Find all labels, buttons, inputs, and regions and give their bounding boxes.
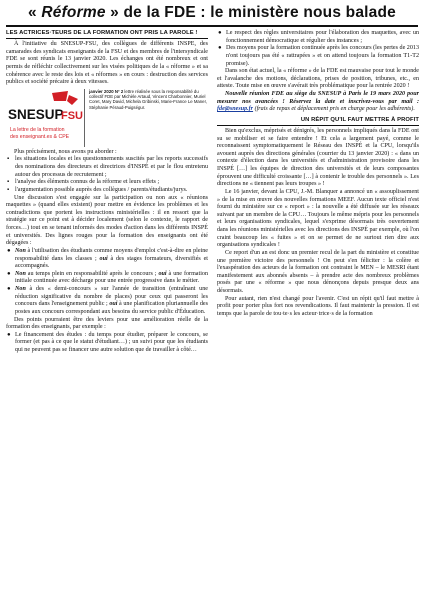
right-paragraph-3: Bien qu'exclus, méprisés et dénigrés, les personnels impliqués dans la FDE ont su se mobiliser et se faire entendre ! Et cela a largement payé, comme le reconnaissent symptomatiquement le Réseau des INSPÉ et la CPU, lorsqu'ils avouent auprès des directions générales (courrier du 13 janvier 2020) : « dans un contexte d'élection dans les universités et d'administration provisoire dans les INSPÉ […] les équipes de direction des universités et de leurs composantes éprouvent une difficulté croissante […] à contenir le trouble des personnels ». Les directions ne « tiennent pas leurs troupes » ! bbox=[217, 127, 419, 188]
list-item: ● Le financement des études : du temps pour étudier, préparer le concours, se former (et pas à ce que le statut d'étudiant…) ; un suivi pour que les étudiants qui ne peuvent pas se financer une autre solution que de travailler à côté… bbox=[7, 331, 208, 353]
list-leviers-cont bbox=[217, 30, 419, 68]
email-link[interactable]: fde@snesup.fr bbox=[217, 106, 254, 113]
caption-text: lettre réalisée sous la responsabilité du collectif FDE par Michèle Artaud, Vincent Charbonnier, Muriel Coret, Mary David, Michela Gribinski, Marie-France Le Maner, Stéphanie Péraud-Puigségur. bbox=[89, 88, 207, 110]
logo-caption bbox=[84, 89, 208, 147]
list-lignes-rouges bbox=[6, 248, 208, 317]
bullet-icon: ▪ bbox=[7, 156, 10, 163]
bullet-icon: ▪ bbox=[7, 186, 10, 193]
logo-subtitle-1: La lettre de la formation bbox=[10, 126, 65, 133]
bullet-icon: ● bbox=[218, 45, 222, 52]
section-heading-right: UN RÉPIT QU'IL FAUT METTRE À PROFIT bbox=[217, 117, 419, 126]
title-rule bbox=[6, 25, 418, 27]
caption-date: janvier 2020 bbox=[89, 88, 114, 94]
list-aborder bbox=[6, 156, 208, 194]
page-title bbox=[0, 4, 424, 22]
list-item: ● Non au temps plein en responsabilité après le concours ; oui à une formation initiale continuée avec décharge pour une entrée progressive dans le métier. bbox=[7, 270, 208, 285]
logo-brand: SNESUP bbox=[8, 106, 64, 122]
title-word-reforme: Réforme bbox=[41, 4, 106, 21]
right-paragraph-6: Pour autant, rien n'est changé pour l'avenir. C'est un répit qu'il faut mettre à profit pour porter plus fort nos revendications. Il faut maintenir la pression. Il est temps que la parole de tou·te·s les acteur·trice·s de la formation bbox=[217, 295, 419, 317]
list-item: ▪ l'analyse des éléments connus de la réforme et leurs effets ; bbox=[7, 179, 160, 186]
right-paragraph-5: Ce report d'un an est donc un premier recul de la part du ministère et constitue une première victoire des personnels ! On peut s'en féliciter : la colère et l'exaspération des acteurs de la formation ont contraint le MEN – le MESRI étant manifestement aux abonnés absents – à prendre acte des nombreux problèmes posés par une « réforme » que nous dénonçons depuis presque deux ans désormais. bbox=[217, 249, 419, 294]
right-paragraph-2: Nouvelle réunion FDE au siège du SNESUP à Paris le 19 mars 2020 pour mesurer nos avancées ! Réservez la date et inscrivez-vous par mail : fde@snesup.fr (frais de repas et déplacement pris en charge pour les adhérents). bbox=[217, 91, 419, 113]
left-paragraph-3: Une discussion s'est engagée sur la participation ou non aux « réunions maquettes » (quand elles existent) pour mettre en évidence les problèmes et les contradictions que portent les instructions ministérielles : il en ressort que la stratégie sur ce point est à décider localement (selon le contexte, le rapport de forces…) tout en se tenant informés des modes d'action dans les différents INSPÉ et universités. Des lignes rouges pour la formation des enseignants ont été dégagées : bbox=[6, 194, 208, 247]
bullet-icon: ● bbox=[7, 247, 11, 254]
newsletter-logo-block bbox=[6, 89, 208, 147]
list-item: ▪ les situations locales et les questionnements suscités par les reports successifs des nominations des directeurs et directrices d'INSPÉ et par le flou entretenu autour des processus de recrutement ; bbox=[7, 156, 208, 178]
logo-subtitle-2: des enseignant.es & CPE bbox=[10, 133, 70, 140]
list-item: ▪ l'argumentation possible auprès des collègues / parents/étudiants/jurys. bbox=[7, 186, 188, 193]
left-paragraph-4: Des points pourraient être des leviers pour une amélioration réelle de la formation des enseignants, par exemple : bbox=[6, 316, 208, 331]
title-rest: de la FDE : le ministère nous balade bbox=[118, 4, 396, 21]
right-column bbox=[217, 30, 419, 319]
list-item: ● Non à des « demi-concours » sur l'année de transition (entraînant une réduction significative du nombre de places) pour ceux qui passeront les concours dans l'enseignement public ; oui à une planification pluriannuelle des postes aux concours correspondant aux besoins du service public d'Éducation. bbox=[7, 286, 208, 315]
right-paragraph-4: Le 16 janvier, devant la CPU, J.-M. Blanquer a annoncé un « assouplissement » de la mise en œuvre des nouvelles formations MEEF. Aucun texte officiel n'est fourni du ministère sur ce « report » : la nouvelle a été diffusée sur les réseaux suivant par un membre de la CPU… Toujours le même mépris pour les personnels et leurs organisations syndicales, lequel s'exprime désormais très ouvertement dans les réunions ministérielles avec les directions des INSPÉ par exemple, où l'on craint beaucoup les « fuites » et on se permet de ne surtout rien dire aux organisations syndicales ! bbox=[217, 188, 419, 249]
list-item: ● Le respect des règles universitaires pour l'élaboration des maquettes, avec un fonctionnement démocratique et régulier des instances ; bbox=[218, 30, 419, 44]
list-item: ● Non à l'utilisation des étudiants comme moyens d'emploi c'est-à-dire en pleine responsabilité dans les classes ; oui à des stages formateurs, diversifiés et accompagnés. bbox=[7, 247, 208, 270]
bullet-icon: ● bbox=[218, 30, 222, 36]
list-item: ● Des moyens pour la formation continuée après les concours (les pertes de 2013 n'ont toujours pas été « rattrapées » et on attend toujours la formation T1-T2 promise). bbox=[218, 45, 419, 67]
left-paragraph-2: Plus précisément, nous avons pu aborder : bbox=[14, 148, 117, 155]
left-paragraph-1: À l'initiative du SNESUP-FSU, des collègues de différents INSPE, des camarades des syndicats enseignants de la FSU et des membres de l'intersyndicale FDE se sont réunis le 13 janvier 2020. Les échanges ont été nombreux et ont permis de réfléchir collectivement sur les visées politiques de la « réforme » et sa cohérence avec le reste des lois et « réformes » en cours : destruction des services publics et société précaire à deux vitesses. bbox=[6, 41, 208, 86]
caption-number: N° 2 bbox=[114, 88, 124, 94]
bullet-icon: ● bbox=[7, 286, 11, 292]
bullet-icon: ● bbox=[7, 331, 11, 338]
title-quote-open: « bbox=[28, 4, 42, 21]
right-paragraph-1: Dans son état actuel, la « réforme » de la FDE est mauvaise pour tout le monde et l'avalanche des motions, déclarations, prises de position, tribunes, etc., en atteste. Toute mise en œuvre s'avérait très problématique pour la rentrée 2020 ! bbox=[217, 68, 419, 90]
bullet-icon: ▪ bbox=[7, 179, 10, 186]
list-leviers bbox=[6, 332, 208, 355]
bullet-icon: ● bbox=[7, 270, 11, 277]
section-heading-left: LES ACTRICES·TEURS DE LA FORMATION ONT PRIS LA PAROLE ! bbox=[6, 30, 208, 39]
snesup-fsu-logo-icon bbox=[6, 89, 84, 147]
title-quote-close: » bbox=[105, 4, 119, 21]
left-column bbox=[6, 30, 208, 355]
logo-brand-fsu: FSU bbox=[61, 109, 83, 122]
